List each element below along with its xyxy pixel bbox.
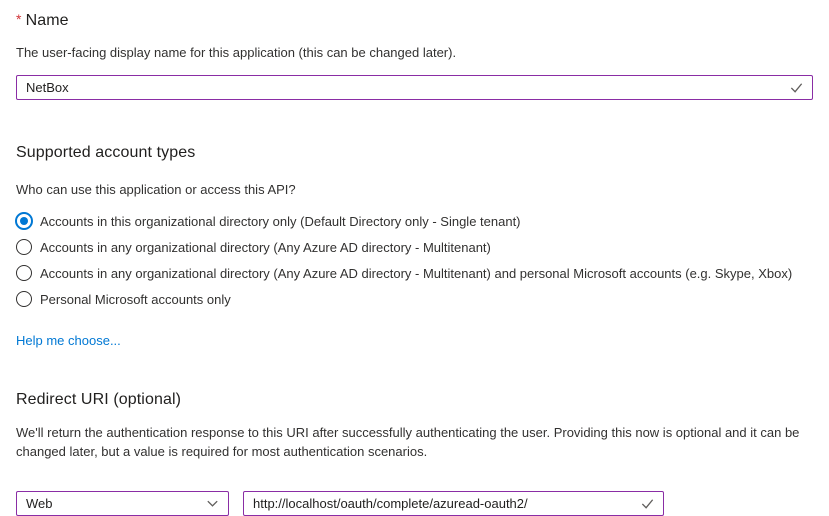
radio-button-icon — [16, 265, 32, 281]
radio-button-icon — [16, 291, 32, 307]
radio-multitenant[interactable] — [16, 234, 813, 260]
account-types-radio-group — [16, 208, 813, 312]
name-input[interactable] — [16, 75, 813, 100]
radio-label: Accounts in this organizational directory only (Default Directory only - Single tenant) — [40, 213, 521, 229]
redirect-uri-heading: Redirect URI (optional) — [16, 391, 182, 408]
required-marker: * — [16, 11, 22, 27]
name-description: The user-facing display name for this application (this can be changed later). — [16, 45, 457, 60]
radio-button-icon — [15, 212, 33, 230]
radio-label: Accounts in any organizational directory (Any Azure AD directory - Multitenant) — [40, 239, 491, 255]
name-section-heading — [16, 0, 813, 30]
radio-label: Accounts in any organizational directory (Any Azure AD directory - Multitenant) and personal Microsoft accounts (e.g. Skype, Xbox) — [40, 265, 793, 281]
redirect-uri-value: http://localhost/oauth/complete/azuread-oauth2/ — [253, 496, 528, 511]
account-types-heading: Supported account types — [16, 144, 196, 161]
name-label: Name — [25, 12, 69, 29]
platform-select-value: Web — [26, 496, 53, 511]
radio-single-tenant[interactable] — [16, 208, 813, 234]
valid-checkmark-icon — [639, 496, 655, 512]
account-types-question: Who can use this application or access this API? — [16, 182, 296, 197]
redirect-uri-input[interactable] — [243, 491, 664, 516]
name-input-value: NetBox — [26, 80, 69, 95]
valid-checkmark-icon — [788, 80, 804, 96]
radio-button-icon — [16, 239, 32, 255]
radio-multitenant-personal[interactable] — [16, 260, 813, 286]
redirect-uri-row — [16, 478, 813, 516]
chevron-down-icon — [204, 496, 220, 512]
radio-personal-only[interactable] — [16, 286, 813, 312]
redirect-uri-description: We'll return the authentication response to this URI after successfully authenticating the user. Providing this now is optional and it can be changed later, but a value is required for most authentication scenarios. — [16, 425, 800, 459]
radio-label: Personal Microsoft accounts only — [40, 291, 231, 307]
platform-select[interactable] — [16, 491, 229, 516]
help-me-choose-link[interactable]: Help me choose... — [16, 333, 121, 348]
